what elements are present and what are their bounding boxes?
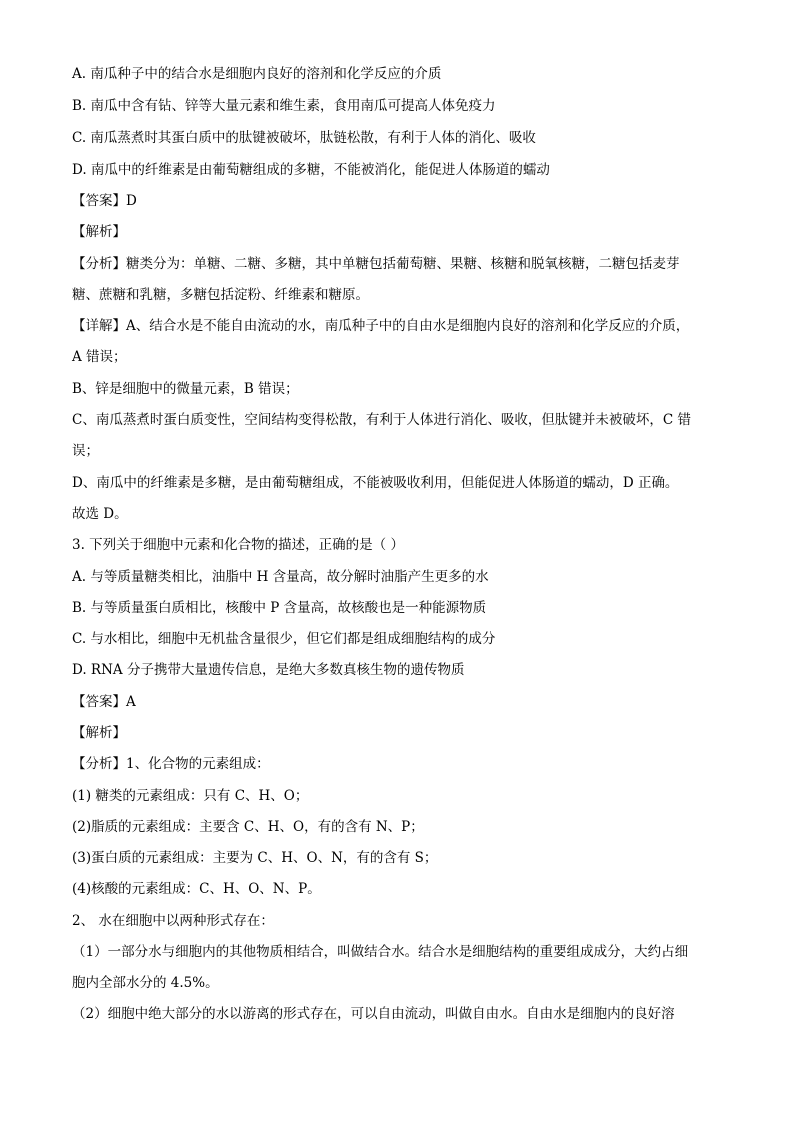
analysis-text: (4)核酸的元素组成：C、H、O、N、P。 (72, 881, 321, 897)
detail-text: A 错误； (72, 349, 127, 365)
detail-text: B、锌是细胞中的微量元素，B 错误； (72, 381, 299, 397)
analysis-text: (1) 糖类的元素组成：只有 C、H、O； (72, 788, 309, 804)
analysis-text: （2）细胞中绝大部分的水以游离的形式存在，可以自由流动，叫做自由水。自由水是细胞内的良好溶 (72, 1006, 675, 1022)
question-3: 3. 下列关于细胞中元素和化合物的描述，正确的是（ ） (72, 537, 404, 553)
option-a: A. 南瓜种子中的结合水是细胞内良好的溶剂和化学反应的介质 (72, 66, 442, 82)
option-a: A. 与等质量糖类相比，油脂中 H 含量高，故分解时油脂产生更多的水 (72, 569, 489, 585)
detail-text: 误； (72, 443, 99, 459)
analysis-text: (3)蛋白质的元素组成：主要为 C、H、O、N，有的含有 S； (72, 850, 438, 866)
option-d: D. 南瓜中的纤维素是由葡萄糖组成的多糖，不能被消化，能促进人体肠道的蠕动 (72, 162, 550, 178)
analysis-text: 【分析】糖类分为：单糖、二糖、多糖，其中单糖包括葡萄糖、果糖、核糖和脱氧核糖，二糖包括麦芽 (72, 256, 680, 272)
analysis-label: 【解析】 (72, 224, 126, 240)
answer-label: 【答案】A (72, 694, 136, 710)
option-c: C. 南瓜蒸煮时其蛋白质中的肽键被破坏，肽链松散，有利于人体的消化、吸收 (72, 130, 536, 146)
detail-text: D、南瓜中的纤维素是多糖，是由葡萄糖组成，不能被吸收利用，但能促进人体肠道的蠕动，D 正确。 (72, 475, 679, 491)
analysis-text: 糖、蔗糖和乳糖，多糖包括淀粉、纤维素和糖原。 (72, 287, 369, 303)
analysis-text: 胞内全部水分的 4.5%。 (72, 975, 219, 991)
analysis-label: 【解析】 (72, 725, 126, 741)
analysis-text: (2)脂质的元素组成：主要含 C、H、O，有的含有 N、P； (72, 819, 424, 835)
option-d: D. RNA 分子携带大量遗传信息，是绝大多数真核生物的遗传物质 (72, 662, 465, 678)
option-c: C. 与水相比，细胞中无机盐含量很少，但它们都是组成细胞结构的成分 (72, 631, 496, 647)
option-b: B. 与等质量蛋白质相比，核酸中 P 含量高，故核酸也是一种能源物质 (72, 600, 487, 616)
analysis-text: 2、 水在细胞中以两种形式存在： (72, 913, 274, 929)
analysis-text: （1）一部分水与细胞内的其他物质相结合，叫做结合水。结合水是细胞结构的重要组成成分，大约占细 (72, 944, 689, 960)
option-b: B. 南瓜中含有钻、锌等大量元素和维生素，食用南瓜可提高人体免疫力 (72, 98, 496, 114)
detail-text: C、南瓜蒸煮时蛋白质变性，空间结构变得松散，有利于人体进行消化、吸收，但肽键并未被破坏，C 错 (72, 412, 691, 428)
answer-label: 【答案】D (72, 193, 137, 209)
conclusion-text: 故选 D。 (72, 506, 128, 522)
detail-text: 【详解】A、结合水是不能自由流动的水，南瓜种子中的自由水是细胞内良好的溶剂和化学反应的介质， (72, 318, 690, 334)
analysis-text: 【分析】1、化合物的元素组成： (72, 756, 270, 772)
